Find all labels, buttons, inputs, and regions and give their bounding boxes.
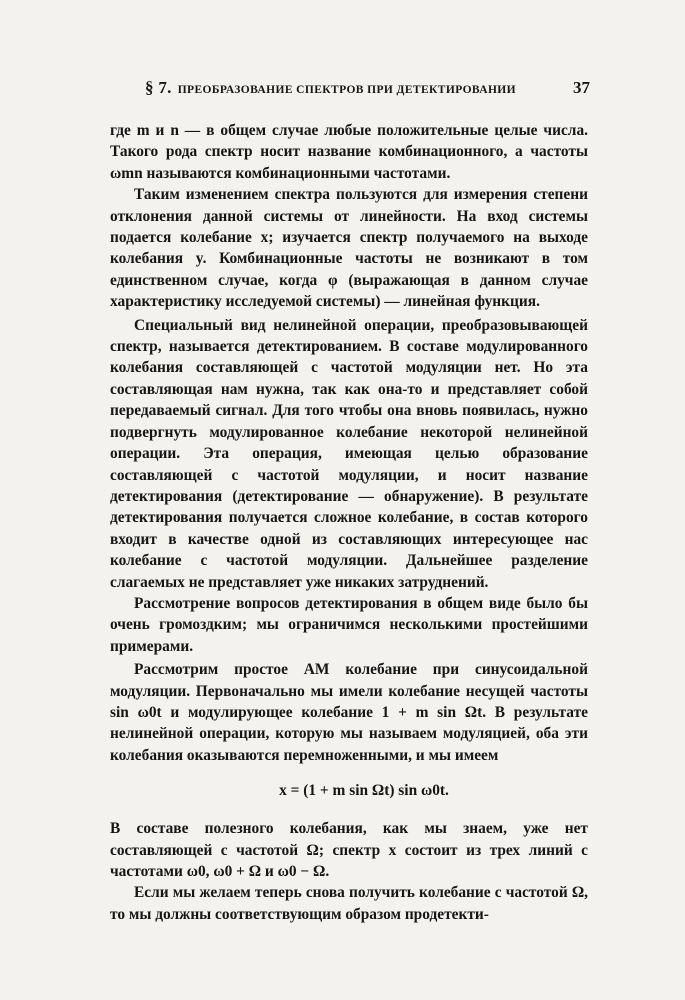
- paragraph-4: Рассмотрение вопросов детектирования в общем виде было бы очень громоздким; мы ограничимся несколькими простейшими примерами.: [110, 594, 588, 655]
- paragraph-6: В составе полезного колебания, как мы знаем, уже нет составляющей с частотой Ω; спектр x состоит из трех линий с частотами ω0, ω0 + Ω и ω0 − Ω.: [110, 820, 588, 880]
- paragraph-5: Рассмотрим простое АМ колебание при синусоидальной модуляции. Первоначально мы имели колебание несущей частоты sin ω0t и модулирующее колебание 1 + m sin Ωt. В результате нелинейной операции, которую мы называем модуляцией, оба эти колебания оказываются перемноженными, и мы имеем: [110, 661, 588, 764]
- page-body: [110, 120, 588, 925]
- paragraph-3: Специальный вид нелинейной операции, преобразовывающей спектр, называется детектированием. В составе модулированного колебания составляющей с частотой модуляции нет. Но эта составляющая нам нужна, так как она-то и представляет собой передаваемый сигнал. Для того чтобы она вновь появилась, нужно подвергнуть модулированное колебание некоторой нелинейной операции. Эта операция, имеющая целью образование составляющей с частотой модуляции, и носит название детектирования (детектирование — обнаружение). В результате детектирования получается сложное колебание, в состав которого входит в качестве одной из составляющих интересующее нас колебание с частотой модуляции. Дальнейшее разделение слагаемых не представляет уже никаких затруднений.: [110, 316, 588, 591]
- page-number: 37: [573, 78, 590, 97]
- paragraph-1: где m и n — в общем случае любые положительные целые числа. Такого рода спектр носит название комбинационного, а частоты ωmn называются комбинационными частотами.: [110, 122, 588, 182]
- paragraph-7: Если мы желаем теперь снова получить колебание с частотой Ω, то мы должны соответствующим образом продетекти-: [110, 884, 588, 923]
- section-number: § 7.: [145, 78, 172, 97]
- equation: x = (1 + m sin Ωt) sin ω0t.: [279, 782, 449, 800]
- section-title: ПРЕОБРАЗОВАНИЕ СПЕКТРОВ ПРИ ДЕТЕКТИРОВАНИИ: [177, 84, 516, 96]
- paragraph-2: Таким изменением спектра пользуются для измерения степени отклонения данной системы от линейности. На вход системы подается колебание x; изучается спектр получаемого на выходе колебания y. Комбинационные частоты не возникают в том единственном случае, когда φ (выражающая в данном случае характеристику исследуемой системы) — линейная функция.: [110, 186, 588, 311]
- page-header: [145, 78, 590, 98]
